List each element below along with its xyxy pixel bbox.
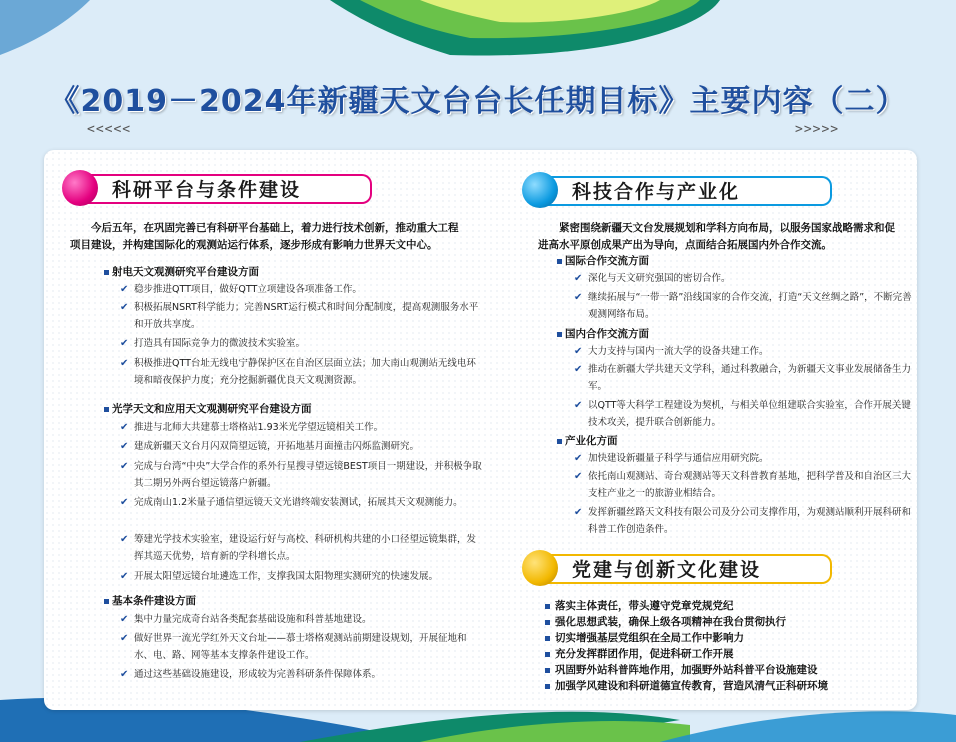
decor-arrows-right: >>>>> [795,122,840,137]
list-item: ✔ 完成南山1.2米量子通信望远镜天文光谱终端安装测试，拓展其天文观测能力。 [120,497,463,508]
blue-ball-icon [522,172,558,208]
party-list-item: 巩固野外站科普阵地作用，加强野外站科普平台设施建设 [545,662,818,677]
subsection-title: 产业化方面 [557,433,618,448]
list-item: ✔ 深化与天文研究强国的密切合作。 [574,273,731,284]
yellow-ball-icon [522,550,558,586]
subsection-title: 基本条件建设方面 [104,593,196,608]
list-item: ✔ 积极拓展NSRT科学能力；完善NSRT运行模式和时间分配制度，提高观测服务水平和开放共享度。 [120,302,479,330]
list-item: ✔ 以QTT等大科学工程建设为契机，与相关单位组建联合实验室，合作开展关键技术攻关，提升联合创新能力。 [574,400,911,428]
list-item: ✔ 建成新疆天文台月闪双筒望远镜，开拓地基月面撞击闪烁监测研究。 [120,441,420,452]
section-heading-party [522,550,832,586]
party-list-item: 充分发挥群团作用，促进科研工作开展 [545,646,734,661]
party-list-item: 切实增强基层党组织在全局工作中影响力 [545,630,744,645]
list-item: ✔ 加快建设新疆量子科学与通信应用研究院。 [574,453,769,464]
subsection-title: 国际合作交流方面 [557,253,649,268]
section-heading-label: 科研平台与条件建设 [112,179,302,201]
list-item: ✔ 发挥新疆丝路天文科技有限公司及分公司支撑作用，为观测站顺利开展科研和科普工作创造条件。 [574,507,912,535]
list-item: ✔ 筹建光学技术实验室，建设运行好与高校、科研机构共建的小口径望远镜集群，发挥其巡天优势，培育新的学科增长点。 [120,534,477,562]
cooperation-intro: 紧密围绕新疆天文台发展规划和学科方向布局，以服务国家战略需求和促进高水平原创成果产出为导向，点面结合拓展国内外合作交流。 [538,222,895,251]
subsection-title: 射电天文观测研究平台建设方面 [104,264,259,279]
section-heading-label: 党建与创新文化建设 [572,559,762,581]
research-intro: 今后五年，在巩固完善已有科研平台基础上，着力进行技术创新，推动重大工程项目建设，并构建国际化的观测站运行体系，逐步形成有影响力世界天文中心。 [70,222,459,251]
list-item: ✔ 积极推进QTT台址无线电宁静保护区在自治区层面立法；加大南山观测站无线电环境和暗夜保护力度；充分挖掘新疆优良天文观测资源。 [120,358,476,386]
list-item: ✔ 大力支持与国内一流大学的设备共建工作。 [574,346,769,357]
list-item: ✔ 推动在新疆大学共建天文学科，通过科教融合，为新疆天文事业发展储备生力军。 [574,364,912,392]
list-item: ✔ 开展太阳望远镜台址遴选工作，支撑我国太阳物理实测研究的快速发展。 [120,571,439,582]
party-list-item: 落实主体责任，带头遵守党章党规党纪 [545,598,734,613]
pink-ball-icon [62,170,98,206]
list-item: ✔ 依托南山观测站、奇台观测站等天文科普教育基地，把科学普及和自治区三大支柱产业之一的旅游业相结合。 [574,471,912,499]
page-title: 《2019－2024年新疆天文台台长任期目标》主要内容（二） [49,84,907,119]
party-list-item: 强化思想武装，确保上级各项精神在我台贯彻执行 [545,614,786,629]
list-item: ✔ 继续拓展与“一带一路”沿线国家的合作交流，打造“天文丝绸之路”，不断完善观测网络布局。 [574,292,912,320]
section-heading-cooperation [522,172,832,208]
list-item: ✔ 集中力量完成奇台站各类配套基础设施和科普基地建设。 [120,614,372,625]
list-item: ✔ 推进与北师大共建慕士塔格站1.93米光学望远镜相关工作。 [120,422,384,433]
list-item: ✔ 打造具有国际竞争力的微波技术实验室。 [120,338,306,349]
subsection-title: 国内合作交流方面 [557,326,649,341]
party-list-item: 加强学风建设和科研道德宣传教育，营造风清气正科研环境 [545,678,828,693]
section-heading-research [62,170,372,206]
decor-arrows-left: <<<<< [87,122,132,137]
list-item: ✔ 完成与台湾“中央”大学合作的系外行星搜寻望远镜BEST项目一期建设，并积极争取其二期另外两台望远镜落户新疆。 [120,461,482,489]
subsection-title: 光学天文和应用天文观测研究平台建设方面 [104,401,312,416]
list-item: ✔ 通过这些基础设施建设，形成较为完善科研条件保障体系。 [120,669,382,680]
list-item: ✔ 稳步推进QTT项目，做好QTT立项建设各项准备工作。 [120,284,362,295]
section-heading-label: 科技合作与产业化 [572,181,741,203]
list-item: ✔ 做好世界一流光学红外天文台址——慕士塔格观测站前期建设规划，开展征地和水、电、路、网等基本支撑条件建设工作。 [120,633,467,661]
